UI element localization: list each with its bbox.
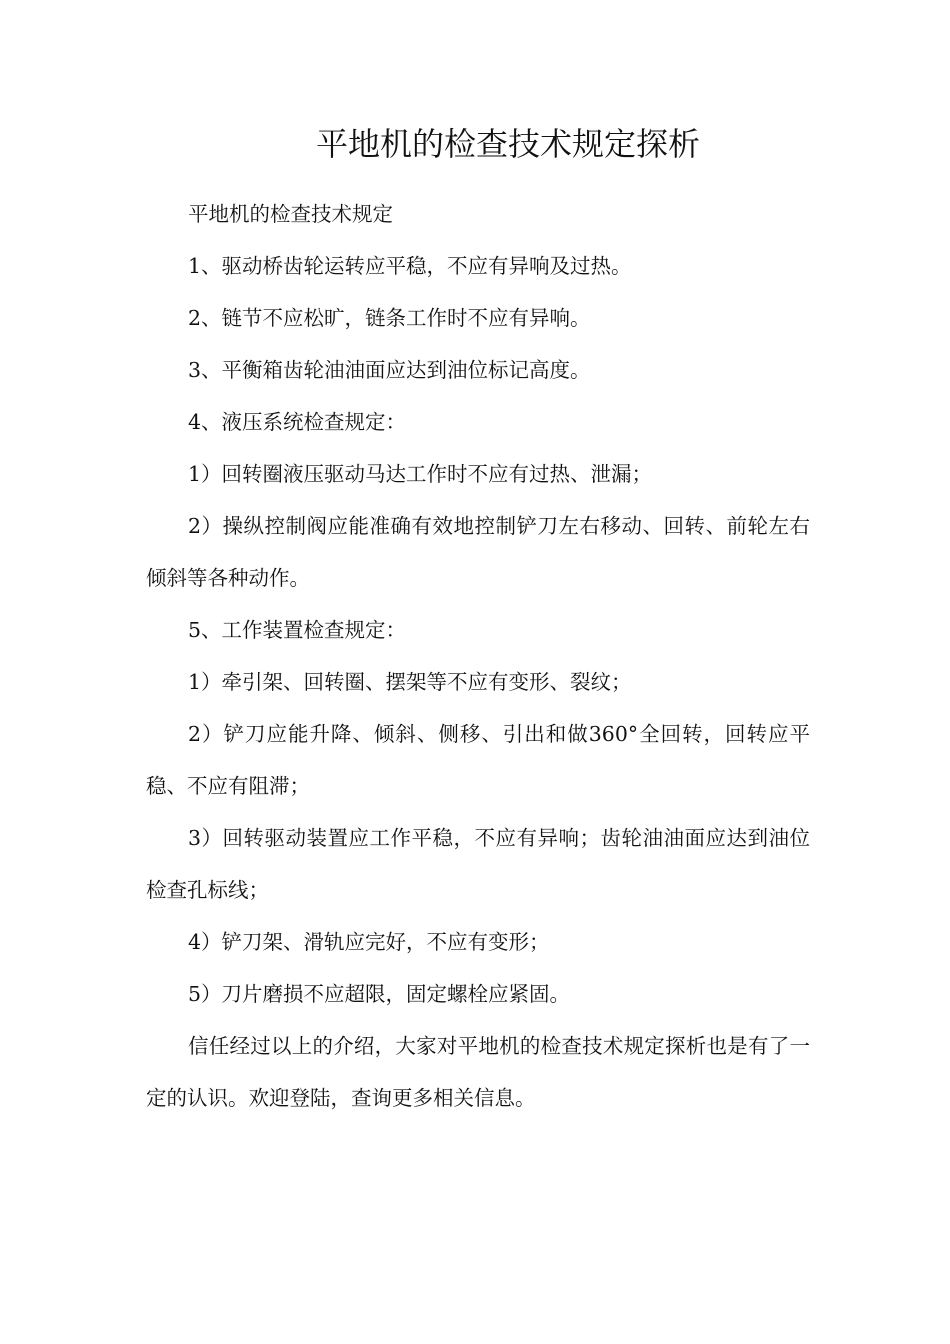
paragraph-item-3: 3、平衡箱齿轮油油面应达到油位标记高度。: [188, 358, 591, 382]
paragraph-item-2: 2、链节不应松旷，链条工作时不应有异响。: [188, 306, 591, 330]
paragraph-item-4: 4、液压系统检查规定：: [188, 410, 407, 434]
paragraph-item-5-4: 4）铲刀架、滑轨应完好，不应有变形；: [188, 930, 550, 954]
paragraph-item-1: 1、驱动桥齿轮运转应平稳，不应有异响及过热。: [188, 254, 632, 278]
paragraph-item-5-3: 3）回转驱动装置应工作平稳，不应有异响；齿轮油油面应达到油位检查孔标线；: [146, 826, 810, 902]
paragraph-item-5-1: 1）牵引架、回转圈、摆架等不应有变形、裂纹；: [188, 670, 632, 694]
paragraph-intro: 平地机的检查技术规定: [188, 202, 393, 226]
document-title: 平地机的检查技术规定探析: [315, 125, 700, 163]
paragraph-item-5: 5、工作装置检查规定：: [188, 618, 407, 642]
paragraph-conclusion: 信任经过以上的介绍，大家对平地机的检查技术规定探析也是有了一定的认识。欢迎登陆，查询更多相关信息。: [146, 1034, 810, 1110]
paragraph-item-5-5: 5）刀片磨损不应超限，固定螺栓应紧固。: [188, 982, 571, 1006]
document-body: [146, 188, 810, 1124]
paragraph-item-5-2: 2）铲刀应能升降、倾斜、侧移、引出和做360°全回转，回转应平稳、不应有阻滞；: [146, 722, 810, 798]
paragraph-item-4-2: 2）操纵控制阀应能准确有效地控制铲刀左右移动、回转、前轮左右倾斜等各种动作。: [146, 514, 810, 590]
paragraph-item-4-1: 1）回转圈液压驱动马达工作时不应有过热、泄漏；: [188, 462, 653, 486]
